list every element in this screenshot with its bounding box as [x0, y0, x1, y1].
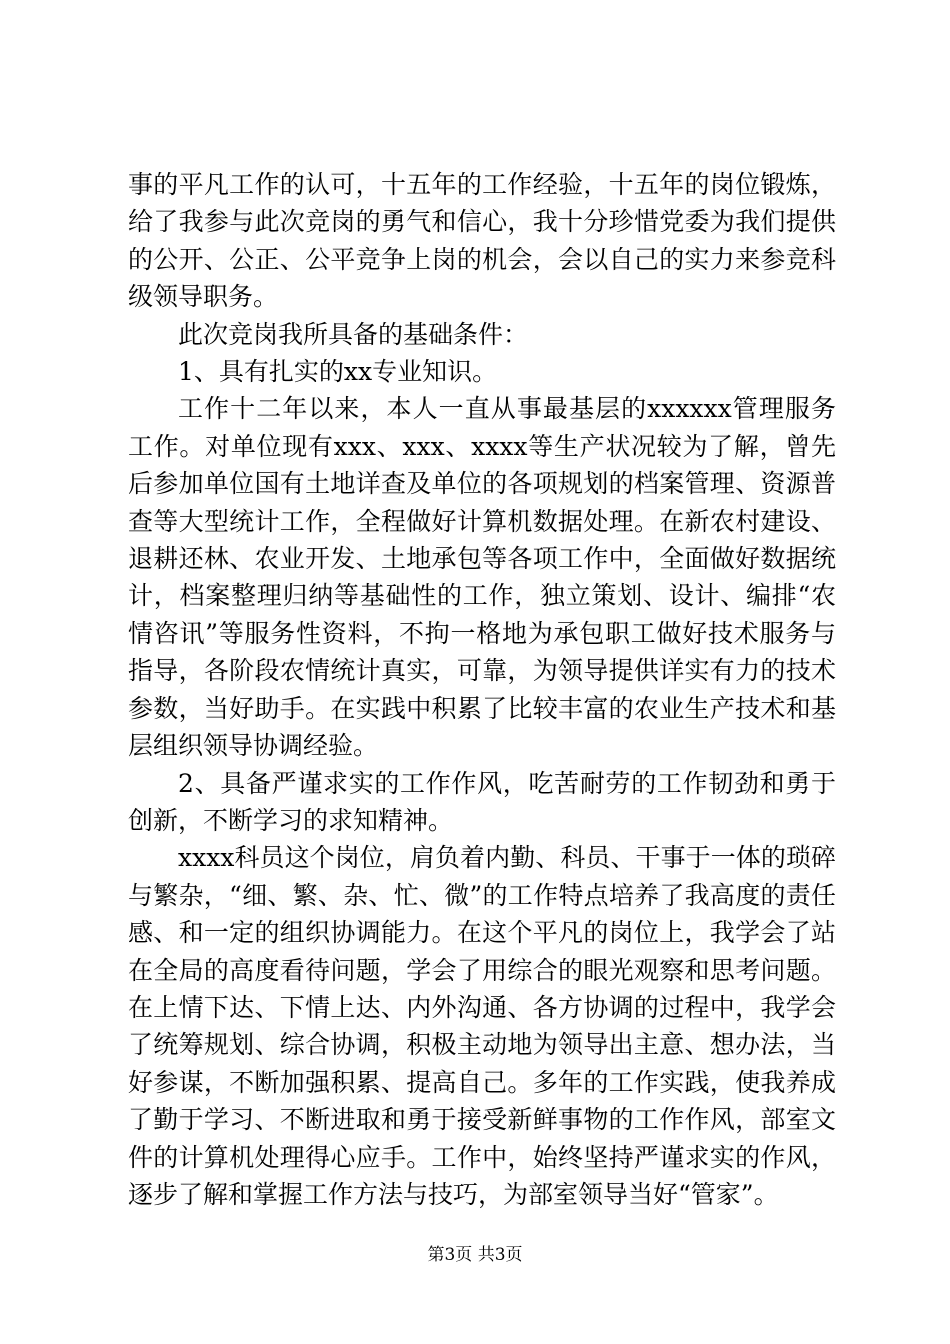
paragraph-point-2-body: xxxx科员这个岗位，肩负着内勤、科员、干事于一体的琐碎与繁杂，“细、繁、杂、忙、微”的工作特点培养了我高度的责任感、和一定的组织协调能力。在这个平凡的岗位上，我学会了站在全局的高度看待问题，学会了用综合的眼光观察和思考问题。在上情下达、下情上达、内外沟通、各方协调的过程中，我学会了统筹规划、综合协调，积极主动地为领导出主意、想办法，当好参谋，不断加强积累、提高自己。多年的工作实践，使我养成了勤于学习、不断进取和勇于接受新鲜事物的工作作风，部室文件的计算机处理得心应手。工作中，始终坚持严谨求实的作风，逐步了解和掌握工作方法与技巧，为部室领导当好“管家”。 [128, 843, 836, 1209]
paragraph-point-2-heading: 2、具备严谨求实的工作作风，吃苦耐劳的工作韧劲和勇于创新，不断学习的求知精神。 [128, 768, 836, 835]
page-footer: 第3页 共3页 [427, 1245, 523, 1265]
document-body [128, 166, 836, 1213]
paragraph-point-1-heading: 1、具有扎实的xx专业知识。 [178, 357, 498, 387]
paragraph-point-1-body: 工作十二年以来，本人一直从事最基层的xxxxxx管理服务工作。对单位现有xxx、xxx、xxxx等生产状况较为了解，曾先后参加单位国有土地详查及单位的各项规划的档案管理、资源普查等大型统计工作，全程做好计算机数据处理。在新农村建设、退耕还林、农业开发、土地承包等各项工作中，全面做好数据统计，档案整理归纳等基础性的工作，独立策划、设计、编排“农情咨讯”等服务性资料，不拘一格地为承包职工做好技术服务与指导，各阶段农情统计真实，可靠，为领导提供详实有力的技术参数，当好助手。在实践中积累了比较丰富的农业生产技术和基层组织领导协调经验。 [128, 394, 836, 761]
paragraph-continuation: 事的平凡工作的认可，十五年的工作经验，十五年的岗位锻炼，给了我参与此次竞岗的勇气和信心，我十分珍惜党委为我们提供的公开、公正、公平竞争上岗的机会，会以自己的实力来参竞科级领导职务。 [128, 170, 836, 312]
paragraph-conditions-intro: 此次竞岗我所具备的基础条件： [178, 319, 529, 349]
